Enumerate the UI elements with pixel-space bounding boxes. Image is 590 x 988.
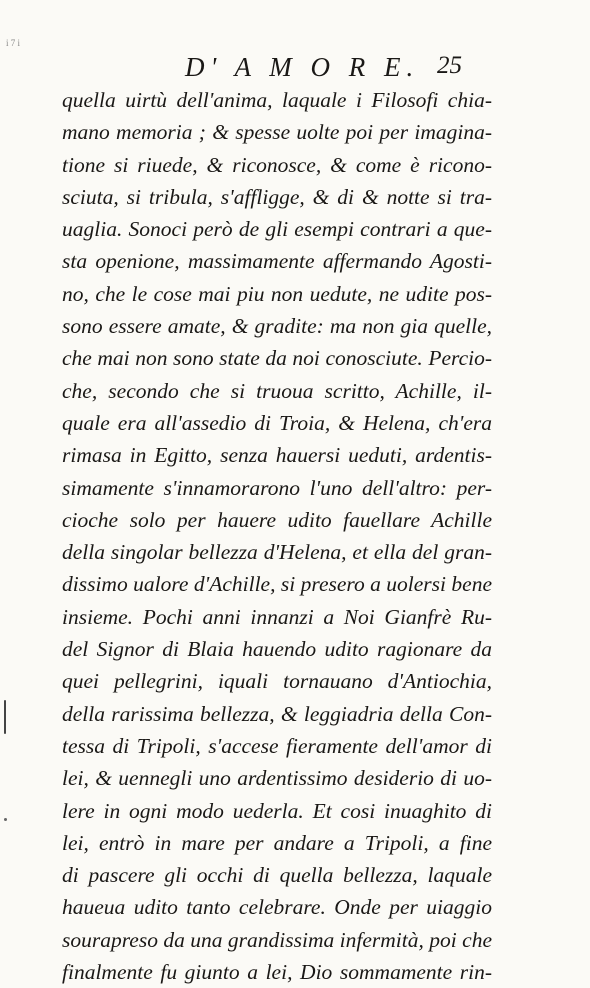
text-line: della rarissima bellezza, & leggiadria della Con- [62, 701, 492, 726]
margin-mark [4, 700, 6, 734]
running-head: D' A M O R E. [185, 52, 420, 82]
text-line: dissimo ualore d'Achille, si presero a uolersi bene [62, 572, 492, 597]
text-line: sta openione, massimamente affermando Agosti- [62, 249, 492, 274]
text-line: che mai non sono state da noi conosciute. Percio- [62, 346, 492, 371]
margin-dot [4, 818, 7, 821]
text-line: quei pellegrini, iquali tornauano d'Antiochia, [62, 669, 492, 694]
text-line: uaglia. Sonoci però de gli esempi contrari a que- [62, 217, 492, 242]
text-line: lei, entrò in mare per andare a Tripoli, a fine [62, 830, 492, 855]
text-line: tessa di Tripoli, s'accese fieramente dell'amor di [62, 733, 492, 758]
text-line: della singolar bellezza d'Helena, et ella del gran- [62, 540, 492, 565]
text-line: rimasa in Egitto, senza hauersi ueduti, ardentis- [62, 443, 492, 468]
text-line: sciuta, si tribula, s'affligge, & di & notte si tra- [62, 184, 492, 209]
text-line: no, che le cose mai piu non uedute, ne udite pos- [62, 281, 492, 306]
text-line: haueua udito tanto celebrare. Onde per uiaggio [62, 895, 492, 920]
text-line: del Signor di Blaia hauendo udito ragionare da [62, 637, 492, 662]
text-line: mano memoria ; & spesse uolte poi per imagina- [62, 120, 492, 145]
text-line: quella uirtù dell'anima, laquale i Filosofi chia- [62, 88, 492, 112]
text-line: quale era all'assedio di Troia, & Helena, ch'era [62, 410, 492, 435]
text-line: di pascere gli occhi di quella bellezza, laquale [62, 863, 492, 888]
text-line: sourapreso da una grandissima infermità, poi che [62, 927, 492, 952]
text-line: simamente s'innamorarono l'uno dell'altro: per- [62, 475, 492, 500]
text-line: lei, & uennegli uno ardentissimo desiderio di uo- [62, 766, 492, 791]
text-line: sono essere amate, & gradite: ma non gia quelle, [62, 314, 492, 339]
text-line: che, secondo che si truoua scritto, Achille, il- [62, 378, 492, 403]
corner-mark: i 7 i [6, 38, 21, 48]
text-line: insieme. Pochi anni innanzi a Noi Gianfrè Ru- [62, 604, 492, 629]
page-number: 25 [437, 52, 462, 79]
text-line: cioche solo per hauere udito fauellare Achille [62, 507, 492, 532]
text-line: tione si riuede, & riconosce, & come è ricono- [62, 152, 492, 177]
body-text [62, 84, 492, 988]
text-line: lere in ogni modo uederla. Et cosi inuaghito di [62, 798, 492, 823]
text-line: finalmente fu giunto a lei, Dio sommamente rin- [62, 960, 492, 985]
